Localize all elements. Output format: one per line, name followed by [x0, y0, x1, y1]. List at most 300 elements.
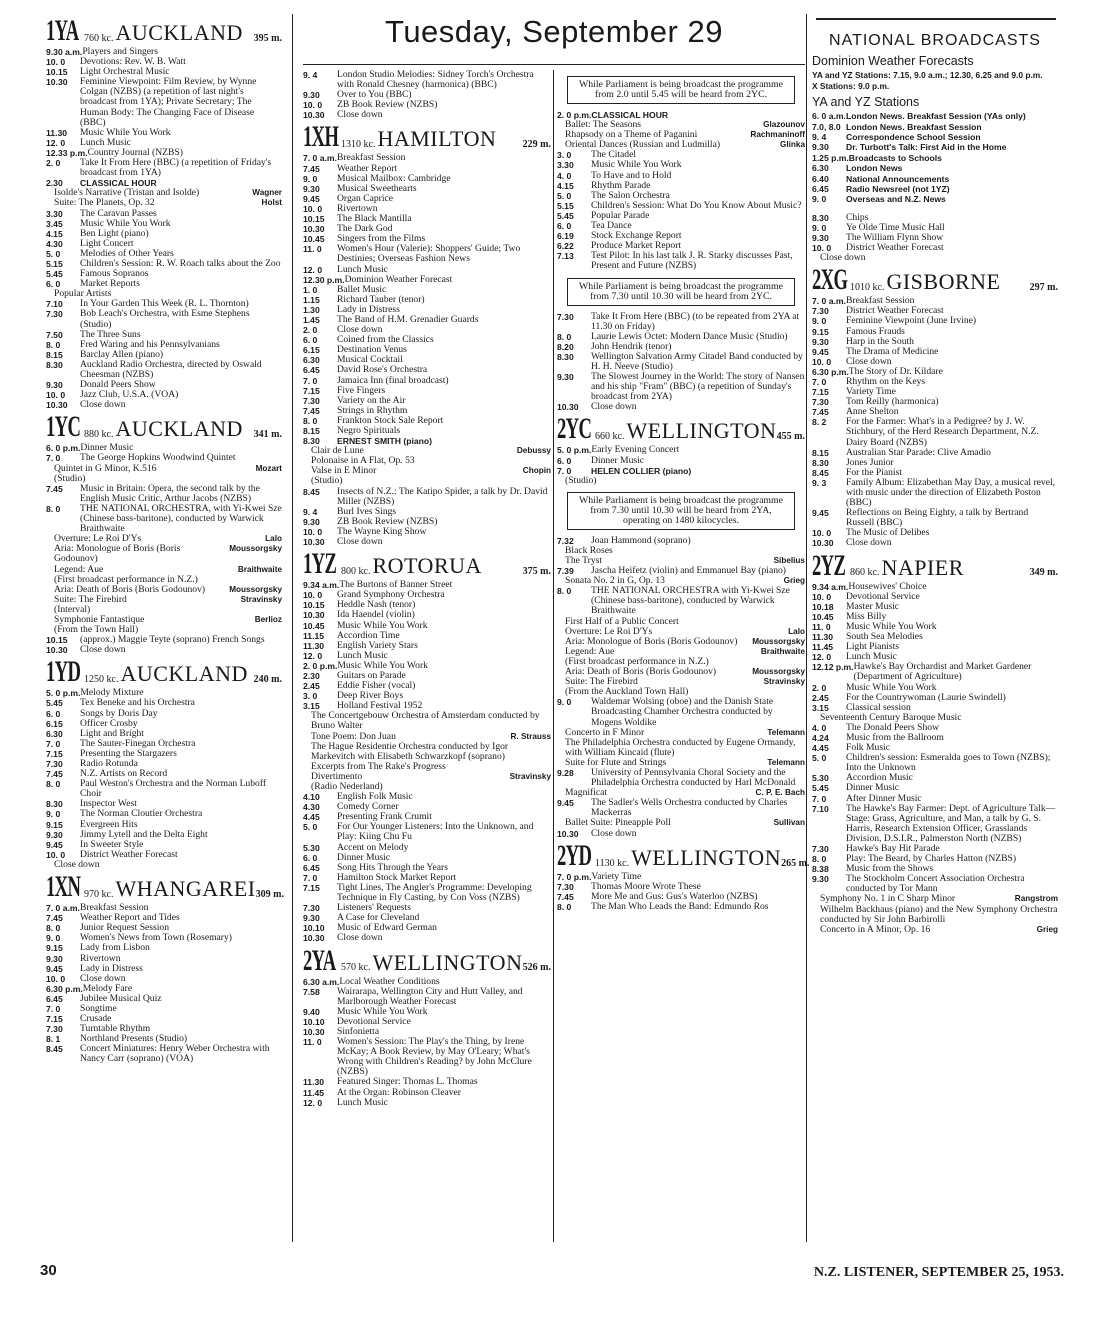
program-time: 10.45: [812, 611, 834, 622]
program-time: 8. 2: [812, 417, 827, 428]
program-title: Sonata No. 2 in G, Op. 13: [565, 575, 665, 587]
program-title: Jubilee Musical Quiz: [80, 992, 162, 1004]
program-time: 10.30: [303, 110, 325, 121]
program-time: 8. 0: [46, 779, 61, 790]
station-frequency: 1310 kc.: [341, 139, 376, 151]
program-time: 10. 0: [812, 356, 832, 367]
program-time: 4. 0: [557, 170, 572, 181]
program-title: Rhapsody on a Theme of Paganini: [565, 129, 698, 141]
program-time: 7.30: [303, 395, 320, 406]
program-title: Rhythm Parade: [591, 179, 651, 191]
program-title: Crusade: [80, 1013, 112, 1025]
program-time: 10. 0: [46, 390, 66, 401]
program-title: In Sweeter Style: [80, 838, 144, 850]
program-title: Children's session: Esmeralda goes to Town (NZBS); Into the Unknown: [846, 752, 1051, 774]
program-time: 10. 0: [303, 100, 323, 111]
program-time: 10.30: [303, 224, 325, 235]
program-title: Weather Report and Tides: [80, 912, 180, 924]
program-time: 4.10: [303, 792, 320, 803]
program-title: Variety Time: [846, 386, 896, 398]
composer: C. P. E. Bach: [755, 788, 805, 798]
program-title: Early Evening Concert: [591, 444, 680, 456]
program-entry: [303, 426, 551, 436]
program-entry: [557, 456, 805, 466]
program-title: Accordion Time: [337, 629, 400, 641]
program-time: 9.15: [46, 819, 63, 830]
program-title: Dr. Turbott's Talk: First Aid in the Home: [846, 142, 1007, 153]
program-title: Wilhelm Backhaus (piano) and the New Symphony Orchestra conducted by Sir John Barbirolli: [820, 903, 1058, 925]
program-title: Isolde's Narrative (Tristan and Isolde): [54, 187, 200, 199]
program-time: 9.30: [46, 380, 63, 391]
parliament-notice: While Parliament is being broadcast the programme from 2.0 until 5.45 will be heard from 2YC.: [567, 76, 795, 104]
composer: Moussorgsky: [752, 636, 805, 646]
program-title: Famous Frauds: [846, 325, 905, 337]
program-title: The Hawke's Bay Farmer: Dept. of Agriculture Talk—Stage: Grass, Agriculture, and Man, a talk by G. S. Harris, Research Extension Officer, Grasslands Division, D.S.I.R., Palmerston North (NZBS): [846, 802, 1056, 844]
program-title: The Three Suns: [80, 328, 141, 340]
program-title: Listeners' Requests: [337, 902, 411, 914]
program-title: Suite for Flute and Strings: [565, 756, 667, 768]
program-entry: [557, 586, 805, 616]
program-title: Melody Fare: [82, 982, 133, 994]
program-title: University of Pennsylvania Choral Society and the Philadelphia Orchestra conducted by Harl McDonald: [591, 766, 796, 789]
program-time: 8.30: [46, 359, 63, 370]
composer: Debussy: [516, 446, 551, 456]
program-entry: [46, 943, 282, 953]
program-title: The Drama of Medicine: [846, 345, 939, 357]
program-title: Australian Star Parade: Clive Amadio: [846, 446, 991, 458]
program-entry: [812, 174, 1058, 184]
program-time: 7.15: [303, 385, 320, 396]
program-title: Market Reports: [80, 278, 140, 290]
program-title: Music While You Work: [80, 217, 171, 229]
program-title: Officer Crosby: [80, 717, 138, 729]
program-entry: [557, 829, 805, 839]
composer: Stravinsky: [509, 771, 551, 781]
program-title: Dinner Music: [337, 851, 391, 863]
station-header: [812, 548, 1058, 582]
station-frequency: 860 kc.: [850, 567, 880, 579]
program-title: The Sauter-Finegan Orchestra: [80, 737, 196, 749]
program-title: Deep River Boys: [337, 690, 404, 702]
program-title: Anne Shelton: [846, 406, 899, 418]
program-time: 9.45: [812, 346, 829, 357]
program-title: Symphony No. 1 in C Sharp Minor: [820, 893, 956, 905]
program-title: The Caravan Passes: [80, 207, 157, 219]
program-time: 7.45: [46, 483, 63, 494]
program-title: Music While You Work: [80, 126, 171, 138]
national-broadcasts-title: NATIONAL BROADCASTS: [829, 32, 1041, 49]
program-time: 12.33 p.m.: [46, 147, 88, 158]
program-title: Close down: [337, 932, 383, 944]
program-title: National Announcements: [846, 173, 950, 184]
program-time: 2.45: [303, 681, 320, 692]
program-entry: [812, 905, 1058, 925]
station-wavelength: 265 m.: [781, 857, 810, 869]
composer: Moussorgsky: [229, 544, 282, 554]
composer: Lalo: [265, 534, 282, 544]
station-wavelength: 240 m.: [253, 674, 282, 686]
program-time: 3.45: [46, 218, 63, 229]
program-time: 7.30: [46, 759, 63, 769]
program-title: Music of Edward German: [337, 922, 437, 934]
program-time: 6.15: [303, 345, 320, 356]
program-time: 5.15: [46, 258, 63, 269]
program-entry: [303, 987, 551, 1007]
program-time: 5.30: [303, 842, 320, 853]
program-time: 9. 0: [46, 809, 61, 820]
station-frequency: 760 kc.: [84, 32, 114, 44]
program-title: In Your Garden This Week (R. L. Thornton): [80, 298, 249, 310]
program-time: 2. 0: [303, 325, 318, 336]
composer: Holst: [261, 198, 282, 208]
program-title: District Weather Forecast: [846, 242, 944, 254]
program-title: Classical session: [846, 701, 911, 713]
program-title: Oriental Dances (Russian and Ludmilla): [565, 139, 721, 151]
program-entry: [46, 544, 282, 564]
program-time: 10. 0: [812, 528, 832, 539]
program-title: Close down: [591, 827, 637, 839]
program-time: 10.30: [46, 400, 68, 411]
program-entry: [303, 933, 551, 943]
program-time: 7. 0: [812, 793, 827, 804]
program-entry: [303, 610, 551, 620]
program-time: 9.30: [812, 336, 829, 347]
program-time: 6.30 p.m.: [812, 366, 849, 377]
program-time: 7.15: [303, 882, 320, 893]
program-time: 9.30: [303, 183, 320, 194]
program-title: Holland Festival 1952: [337, 700, 423, 712]
program-time: 4. 0: [812, 722, 827, 733]
program-entry: [46, 1044, 282, 1064]
program-title: Tone Poem: Don Juan: [311, 730, 396, 742]
program-title: Light and Bright: [80, 727, 144, 739]
program-time: 5. 0 p.m.: [557, 445, 592, 456]
program-time: 9.40: [303, 1006, 320, 1017]
weather-forecasts-title: Dominion Weather Forecasts: [812, 54, 974, 69]
program-time: 9.45: [303, 193, 320, 204]
program-entry: [812, 874, 1058, 894]
program-time: 9.45: [46, 963, 63, 974]
program-title: Light Concert: [80, 237, 134, 249]
program-title: Lunch Music: [846, 651, 897, 663]
program-entry: [557, 372, 805, 402]
program-title: Dominion Weather Forecast: [344, 273, 453, 285]
program-title: Presenting the Stargazers: [80, 747, 177, 759]
program-title: Music from the Shows: [846, 863, 934, 875]
program-time: 10.45: [303, 234, 325, 245]
program-entry: [46, 779, 282, 799]
program-time: 7. 0 a.m.: [812, 296, 846, 307]
program-title: Polonaise in A Flat, Op. 53: [311, 455, 415, 467]
station-callsign: 1XN: [46, 870, 81, 904]
program-entry: [46, 504, 282, 534]
station-callsign: 1XH: [303, 120, 339, 154]
composer: Grieg: [1036, 924, 1058, 934]
program-title: (approx.) Maggie Teyte (soprano) French Songs: [80, 634, 265, 646]
program-title: Laurie Lewis Octet: Modern Dance Music (Studio): [591, 330, 788, 342]
program-entry: [46, 860, 282, 870]
program-time: 10.30: [303, 610, 325, 621]
program-entry: [46, 158, 282, 178]
program-time: 7.45: [46, 913, 63, 924]
program-time: 6. 0 a.m.: [812, 111, 846, 122]
program-time: 2. 0: [812, 682, 827, 693]
program-time: 9. 3: [812, 477, 827, 488]
station-frequency: 570 kc.: [341, 962, 371, 974]
station-wavelength: 297 m.: [1029, 282, 1058, 294]
program-title: Variety on the Air: [337, 394, 406, 406]
program-time: 8.45: [812, 467, 829, 478]
program-title: Grand Symphony Orchestra: [337, 589, 445, 601]
station-callsign: 2XG: [812, 263, 848, 297]
program-title: Housewives' Choice: [848, 580, 927, 592]
program-title: Stock Exchange Report: [591, 230, 682, 242]
program-time: 9.28: [557, 767, 574, 778]
program-time: 9. 0: [812, 316, 827, 327]
program-entry: [46, 198, 282, 208]
program-time: 10.15: [303, 214, 325, 225]
program-title: Harp in the South: [846, 335, 914, 347]
program-title: Magnificat: [565, 787, 608, 799]
program-title: For the Farmer: What's in a Pedigree? by J. W. Stichbury, of the Herd Research Department, N.Z. Dairy Board (NZBS): [846, 416, 1039, 448]
program-entry: [557, 768, 805, 788]
program-title: Ida Haendel (violin): [337, 609, 415, 621]
program-title: Lady in Distress: [80, 962, 143, 974]
station-callsign: 2YC: [557, 412, 592, 446]
program-title: Wairarapa, Wellington City and Hutt Valley, and Marlborough Weather Forecast: [337, 985, 523, 1007]
program-entry: [303, 537, 551, 547]
program-title: Radio Newsreel (not 1YZ): [846, 183, 950, 194]
program-title: Hawke's Bay Orchardist and Market Gardener (Department of Agriculture): [853, 661, 1032, 683]
program-title: Lunch Music: [80, 136, 131, 148]
program-title: Tom Reilly (harmonica): [846, 396, 939, 408]
station-wavelength: 375 m.: [522, 566, 551, 578]
composer: Mozart: [255, 463, 282, 473]
station-header: [557, 412, 805, 446]
program-entry: [46, 974, 282, 984]
program-entry: [812, 316, 1058, 326]
program-entry: [46, 484, 282, 504]
program-time: 12. 0: [303, 264, 323, 275]
program-time: 10. 0: [46, 973, 66, 984]
program-title: Music in Britain: Opera, the second talk by the English Music Critic, Arthur Jacobs (NZBS): [80, 482, 260, 504]
program-title: District Weather Forecast: [80, 848, 178, 860]
program-title: Breakfast Session: [337, 152, 406, 164]
program-time: 9.34 a.m.: [812, 581, 849, 592]
program-title: First Half of a Public Concert: [565, 615, 679, 627]
program-title: Country Journal (NZBS): [87, 146, 183, 158]
program-title: The Story of Dr. Kildare: [848, 365, 943, 377]
header-rule: [303, 64, 805, 65]
program-title: Close down: [846, 537, 892, 549]
program-title: The Dark God: [337, 223, 393, 235]
composer: Wagner: [252, 188, 282, 198]
program-title: London News. Breakfast Session (YAs only): [846, 111, 1026, 122]
program-title: The Tryst: [565, 555, 603, 566]
composer: Telemann: [767, 727, 805, 737]
program-title: (First broadcast performance in N.Z.): [54, 573, 198, 585]
station-header: [46, 14, 282, 47]
station-city: WHANGAREI: [115, 876, 256, 902]
program-time: 1.15: [303, 294, 320, 305]
program-time: 12.12 p.m.: [812, 662, 854, 673]
program-title: Devotional Service: [846, 590, 920, 602]
program-title: For the Countrywoman (Laurie Swindell): [846, 691, 1006, 703]
station-city: AUCKLAND: [115, 20, 243, 45]
program-time: 10.15: [46, 635, 68, 646]
program-title: John Hendrik (tenor): [591, 340, 672, 352]
program-title: Strings in Rhythm: [337, 404, 408, 416]
program-time: 9.34 a.m.: [303, 580, 340, 591]
program-time: 10.10: [303, 1016, 325, 1027]
program-title: Ballet: The Seasons: [565, 119, 642, 131]
program-entry: [46, 309, 282, 329]
page-date: Tuesday, September 29: [385, 14, 723, 49]
program-entry: [46, 360, 282, 380]
program-time: 7. 0: [46, 1003, 61, 1014]
program-title: The Burtons of Banner Street: [339, 579, 453, 591]
program-title: Take It From Here (BBC) (to be repeated from 2YA at 11.30 on Friday): [591, 310, 800, 332]
program-time: 10.10: [303, 923, 325, 934]
program-time: 9.30: [303, 913, 320, 924]
program-time: 5.30: [812, 773, 829, 784]
program-title: Rivertown: [337, 202, 378, 214]
program-title: Take It From Here (BBC) (a repetition of Friday's broadcast from 1YA): [80, 157, 272, 179]
program-title: Tex Beneke and his Orchestra: [80, 697, 195, 709]
program-title: Seventeenth Century Baroque Music: [820, 711, 962, 723]
program-title: Chips: [846, 211, 869, 223]
program-title: Donald Peers Show: [80, 379, 156, 391]
column-1: [46, 14, 282, 1236]
program-time: 8. 0: [557, 331, 572, 342]
program-title: Over to You (BBC): [337, 89, 412, 101]
station-wavelength: 349 m.: [1029, 567, 1058, 579]
program-title: Lunch Music: [337, 1096, 388, 1108]
program-entry: [812, 153, 1058, 163]
program-title: Song Hits Through the Years: [337, 861, 448, 873]
program-time: 9.15: [812, 326, 829, 337]
program-time: 9. 4: [303, 506, 318, 517]
program-title: Close down: [337, 109, 383, 121]
station-frequency: 1010 kc.: [850, 282, 885, 294]
program-time: 11. 0: [812, 621, 831, 632]
ya-yz-title: YA and YZ Stations: [812, 95, 920, 109]
station-city: NAPIER: [881, 554, 964, 580]
program-time: 12. 0: [303, 650, 323, 661]
program-time: 9. 0: [46, 933, 61, 944]
program-entry: [812, 142, 1058, 152]
program-time: 9.30 a.m.: [46, 47, 83, 57]
program-title: Play: The Beard, by Charles Hatton (NZBS): [846, 853, 1017, 865]
program-time: 8. 0: [46, 339, 61, 350]
column-rule: [806, 14, 807, 1242]
program-title: The Wayne King Show: [337, 525, 427, 537]
program-title: Aria: Death of Boris (Boris Godounov): [565, 666, 717, 678]
program-time: 6. 0: [303, 335, 318, 346]
program-time: 10.30: [557, 828, 579, 839]
program-time: 11.15: [303, 630, 325, 641]
program-title: Music from the Ballroom: [846, 731, 944, 743]
program-title: Musical Cocktail: [337, 354, 403, 366]
weather-schedule: YA and YZ Stations: 7.15, 9.0 a.m.; 12.30, 6.25 and 9.0 p.m.: [812, 70, 1043, 81]
program-time: 10.15: [46, 67, 68, 78]
program-title: London News: [846, 163, 903, 174]
station-callsign: 1YD: [46, 655, 81, 689]
program-title: Waldemar Wolsing (oboe) and the Danish State Broadcasting Chamber Orchestra conducted by Mogens Woldike: [591, 696, 774, 728]
program-time: 8. 0: [557, 901, 572, 912]
program-title: Dinner Music: [80, 442, 134, 454]
program-time: 9. 0: [812, 194, 827, 205]
program-time: 8.30: [46, 799, 63, 810]
program-title: Accent on Melody: [337, 841, 409, 853]
program-time: 4.30: [303, 802, 320, 813]
program-title: Women's Hour (Valerie): Shoppers' Guide; Two Destinies; Overseas Fashion News: [337, 243, 521, 265]
program-time: 8.15: [46, 349, 63, 360]
program-time: 9. 4: [812, 131, 827, 142]
program-title: London News. Breakfast Session: [846, 121, 982, 132]
program-time: 5. 0: [303, 822, 318, 833]
program-title: Ballet Music: [337, 283, 387, 295]
program-entry: [557, 902, 805, 912]
program-title: CLASSICAL HOUR: [591, 110, 669, 120]
program-title: The Citadel: [591, 149, 637, 161]
program-time: 11. 0: [303, 1037, 322, 1048]
station-callsign: 2YA: [303, 943, 336, 977]
program-title: Radio Rotunda: [80, 758, 138, 769]
program-title: The Salon Orchestra: [591, 189, 670, 201]
program-entry: [557, 402, 805, 412]
program-title: Music While You Work: [337, 659, 428, 671]
program-time: 6.30: [303, 355, 320, 366]
program-entry: [812, 662, 1058, 682]
program-time: 8.30: [812, 457, 829, 468]
program-title: (Studio): [311, 475, 343, 487]
program-time: 8.15: [303, 426, 320, 436]
program-time: 9.30: [303, 516, 320, 527]
program-time: 1.45: [303, 314, 320, 325]
program-title: Guitars on Parade: [337, 669, 406, 681]
station-frequency: 1130 kc.: [595, 857, 630, 869]
program-title: Music While You Work: [591, 159, 682, 171]
station-city: HAMILTON: [377, 126, 497, 152]
program-title: For Our Younger Listeners: Into the Unknown, and Play: Kiing Chu Fu: [337, 821, 534, 843]
program-title: Concerto in A Minor, Op. 16: [820, 923, 931, 935]
program-title: Northland Presents (Studio): [80, 1033, 188, 1045]
program-title: Tea Dance: [591, 220, 632, 232]
program-title: Accordion Music: [846, 772, 913, 784]
station-header: [303, 547, 551, 581]
program-time: 12. 0: [46, 137, 66, 148]
program-title: Children's Session: R. W. Roach talks about the Zoo: [80, 257, 281, 269]
program-title: Excerpts from The Rake's Progress: [311, 760, 446, 772]
program-title: Close down: [337, 324, 383, 336]
program-time: 7.45: [303, 163, 320, 174]
program-time: 7.10: [812, 803, 829, 814]
program-time: 2. 0: [46, 158, 61, 169]
program-time: 8. 0: [46, 503, 61, 514]
program-title: Jascha Heifetz (violin) and Emmanuel Bay (piano): [591, 565, 787, 577]
program-time: 6.45: [812, 183, 829, 194]
program-title: Devotions: Rev. W. B. Watt: [80, 56, 186, 68]
program-time: 6. 0: [557, 455, 572, 466]
program-entry: [303, 1037, 551, 1077]
program-time: 2.30: [303, 670, 320, 681]
program-time: 7.30: [557, 881, 574, 892]
program-title: After Dinner Music: [846, 792, 922, 804]
program-time: 9.30: [557, 372, 574, 383]
program-title: Close down: [820, 252, 866, 264]
program-time: 4.30: [46, 238, 63, 249]
